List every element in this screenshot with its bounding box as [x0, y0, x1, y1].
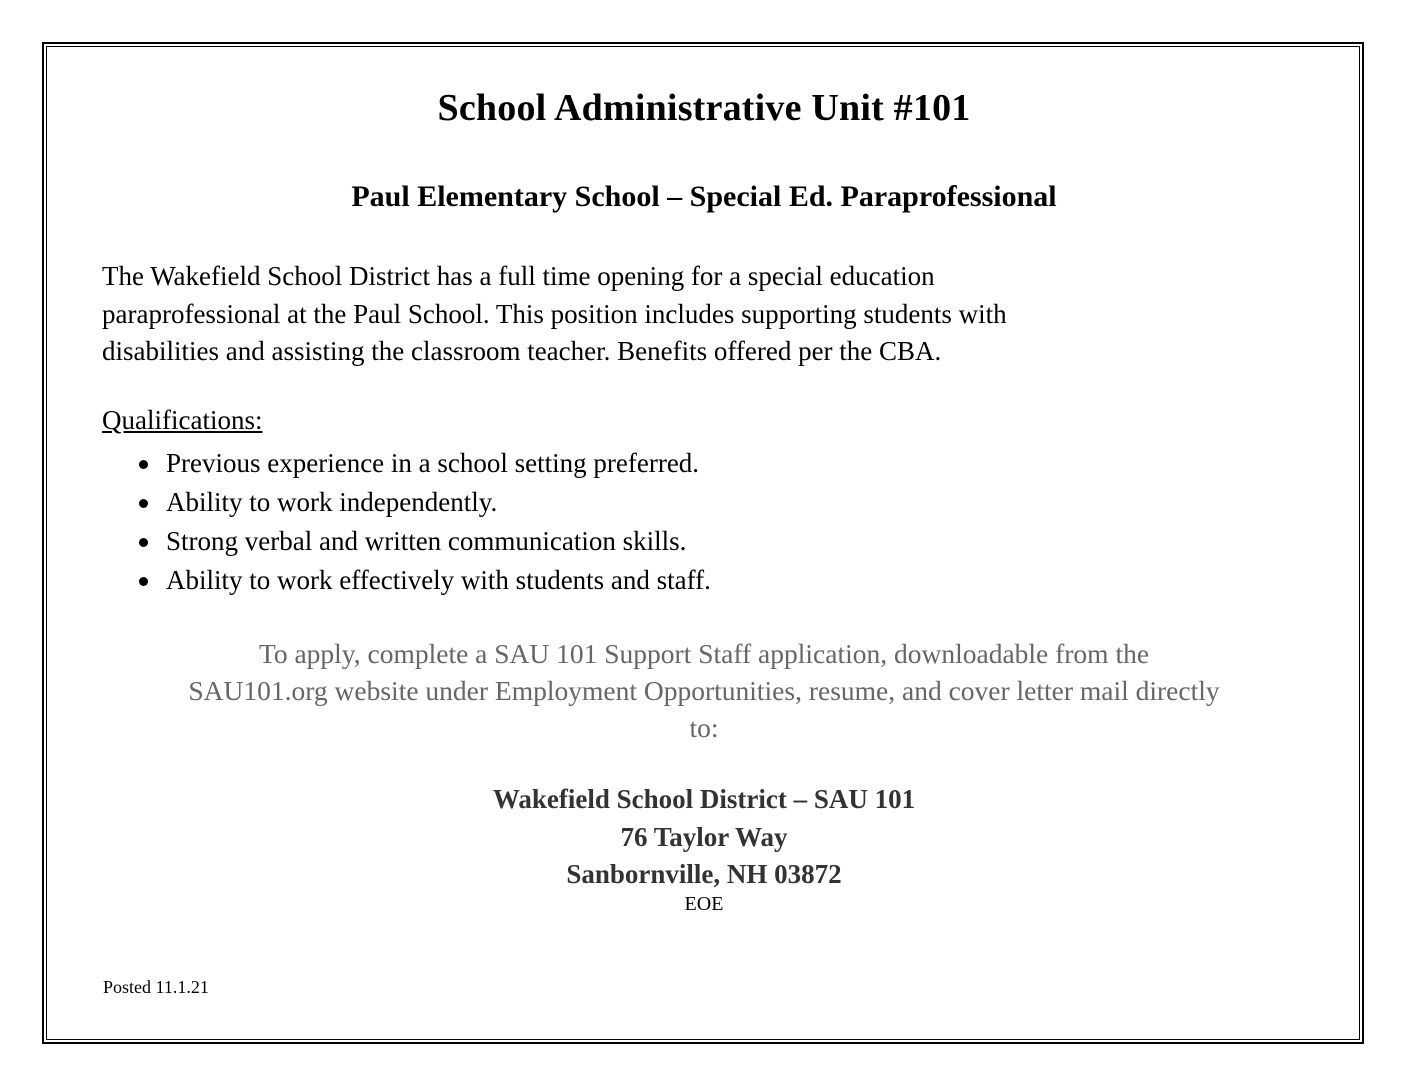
qualification-text: Previous experience in a school setting preferred.	[166, 448, 700, 478]
address-org: Wakefield School District – SAU 101	[492, 784, 916, 814]
instructions-line: to:	[689, 712, 719, 743]
bullet-icon	[139, 460, 148, 469]
qualification-text: Ability to work independently.	[166, 487, 498, 517]
eoe-notice: EOE	[684, 893, 724, 915]
list-item	[102, 444, 711, 483]
list-item	[102, 483, 711, 522]
address-city: Sanbornville, NH 03872	[566, 859, 842, 889]
bullet-icon	[139, 499, 148, 508]
list-item	[102, 561, 711, 600]
job-title: Paul Elementary School – Special Ed. Paraprofessional	[351, 180, 1057, 213]
qualifications-heading: Qualifications:	[102, 405, 263, 435]
mailing-address	[0, 781, 1408, 894]
application-instructions	[86, 635, 1322, 746]
job-description	[102, 258, 1242, 371]
list-item	[102, 522, 711, 561]
description-line: paraprofessional at the Paul School. This position includes supporting students with	[102, 298, 1007, 329]
qualification-text: Strong verbal and written communication skills.	[166, 526, 687, 556]
instructions-line: To apply, complete a SAU 101 Support Staff application, downloadable from the	[258, 638, 1150, 669]
posted-date: Posted 11.1.21	[103, 977, 209, 997]
qualification-text: Ability to work effectively with students and staff.	[166, 565, 711, 595]
page-title: School Administrative Unit #101	[437, 87, 971, 129]
qualifications-list	[102, 444, 711, 600]
description-line: disabilities and assisting the classroom teacher. Benefits offered per the CBA.	[102, 336, 942, 366]
bullet-icon	[139, 538, 148, 547]
bullet-icon	[139, 577, 148, 586]
description-line: The Wakefield School District has a full time opening for a special education	[102, 261, 935, 291]
address-street: 76 Taylor Way	[620, 821, 788, 852]
instructions-line: SAU101.org website under Employment Opportunities, resume, and cover letter mail directly	[188, 675, 1220, 706]
